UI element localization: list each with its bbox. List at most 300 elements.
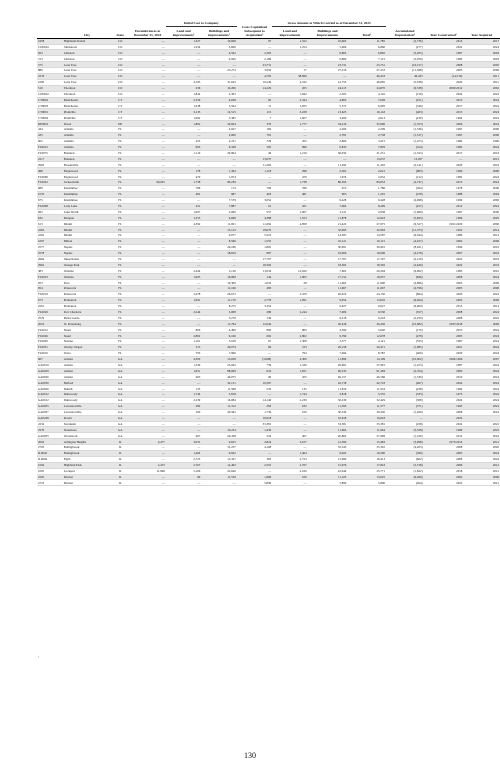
row-encumbrances-cell: —	[129, 127, 166, 133]
row-accumulated-depreciation-cell: (10,082)	[386, 321, 424, 327]
row-gross-land-cell: 100	[272, 474, 307, 480]
row-encumbrances-cell: —	[129, 74, 166, 80]
row-year-constructed-cell: 2024	[424, 421, 464, 427]
row-year-acquired-cell: 2006	[463, 68, 500, 74]
row-initial-buildings-cell: 4,562	[201, 50, 236, 56]
row-accumulated-depreciation-cell: (1,160)	[386, 433, 424, 439]
row-id-cell: FL0016	[37, 350, 63, 356]
row-id-cell: 613	[37, 221, 63, 227]
row-gross-land-cell: —	[272, 415, 307, 421]
row-gross-land-cell: 1,905	[272, 274, 307, 280]
row-initial-buildings-cell: —	[201, 62, 236, 68]
row-initial-land-cell: 236	[166, 85, 201, 91]
row-gross-buildings-cell: 7,904	[308, 203, 348, 209]
row-initial-buildings-cell: 29,074	[201, 345, 236, 351]
row-initial-land-cell: 3,478	[166, 291, 201, 297]
row-encumbrances-cell: —	[129, 203, 166, 209]
row-encumbrances-cell: —	[129, 109, 166, 115]
row-costs-capitalized-cell: 139	[237, 315, 272, 321]
row-id-cell: 675	[37, 197, 63, 203]
initial-land-column-header: Land and improvements¹	[166, 26, 201, 38]
gross-buildings-column-header: Buildings and Improvements	[308, 26, 348, 38]
row-total-cell: 11,990	[347, 280, 386, 286]
row-total-cell: 27,969	[347, 433, 386, 439]
row-costs-capitalized-cell: 84	[237, 345, 272, 351]
row-gross-buildings-cell: 34,219	[308, 121, 348, 127]
row-year-constructed-cell: 2008	[424, 445, 464, 451]
row-costs-capitalized-cell: 182	[237, 127, 272, 133]
row-state-cell: GA	[111, 392, 129, 398]
row-total-cell: 2,621	[347, 168, 386, 174]
row-state-cell: FL	[111, 238, 129, 244]
row-city-cell: Elgin	[63, 456, 111, 462]
row-initial-land-cell: —	[166, 262, 201, 268]
row-initial-land-cell: —	[166, 233, 201, 239]
row-encumbrances-cell: —	[129, 233, 166, 239]
row-year-acquired-cell: 2024	[463, 144, 500, 150]
row-year-constructed-cell: 2024	[424, 398, 464, 404]
row-gross-land-cell: 100	[272, 409, 307, 415]
row-accumulated-depreciation-cell: (324)	[386, 144, 424, 150]
row-accumulated-depreciation-cell: (409)	[386, 350, 424, 356]
row-gross-land-cell: —	[272, 250, 307, 256]
row-state-cell: FL	[111, 244, 129, 250]
row-costs-capitalized-cell: 10,249	[237, 79, 272, 85]
row-encumbrances-cell: —	[129, 250, 166, 256]
row-year-constructed-cell: 1973	[424, 392, 464, 398]
row-initial-land-cell: 2,339	[166, 97, 201, 103]
row-initial-land-cell: 1,738	[166, 180, 201, 186]
row-city-cell: Marion	[63, 474, 111, 480]
row-initial-land-cell: 5,166	[166, 468, 201, 474]
row-year-acquired-cell: 2006	[463, 321, 500, 327]
row-total-cell: 35,345	[347, 445, 386, 451]
row-year-acquired-cell: 2024	[463, 451, 500, 457]
row-total-cell: 4,938	[347, 209, 386, 215]
row-gross-buildings-cell: 41,753	[308, 79, 348, 85]
row-state-cell: CT	[111, 109, 129, 115]
row-total-cell: 91,284	[347, 368, 386, 374]
row-costs-capitalized-cell: 557	[237, 209, 272, 215]
row-year-acquired-cell: 2001	[463, 268, 500, 274]
row-gross-land-cell: 1,744	[272, 392, 307, 398]
row-initial-buildings-cell: 34,824	[201, 121, 236, 127]
row-initial-buildings-cell: 80,239	[201, 180, 236, 186]
row-state-cell: FL	[111, 274, 129, 280]
row-total-cell: 32,993	[347, 227, 386, 233]
row-costs-capitalized-cell: —	[237, 350, 272, 356]
row-initial-land-cell: —	[166, 197, 201, 203]
row-gross-buildings-cell: 29,158	[308, 345, 348, 351]
row-initial-buildings-cell: 15,327	[201, 456, 236, 462]
row-state-cell: FL	[111, 345, 129, 351]
row-gross-land-cell: 1,308	[272, 339, 307, 345]
row-costs-capitalized-cell: 505	[237, 144, 272, 150]
row-total-cell: 20,294	[347, 268, 386, 274]
initial-cost-group-header: Initial Cost to Company	[166, 22, 237, 26]
row-total-cell: 46,766	[347, 374, 386, 380]
row-encumbrances-cell: —	[129, 362, 166, 368]
row-id-cell: 632	[37, 215, 63, 221]
row-total-cell: 6,865	[347, 50, 386, 56]
row-costs-capitalized-cell: 11,692	[237, 221, 272, 227]
row-encumbrances-cell: —	[129, 215, 166, 221]
row-gross-buildings-cell: 9,218	[308, 315, 348, 321]
row-id-cell: 383	[37, 268, 63, 274]
row-initial-land-cell: 421	[166, 203, 201, 209]
row-gross-land-cell: 12,020	[272, 268, 307, 274]
row-costs-capitalized-cell: —	[237, 44, 272, 50]
row-gross-buildings-cell: 2,303	[308, 91, 348, 97]
row-id-cell: 498	[37, 168, 63, 174]
row-city-cell: Naples	[63, 250, 111, 256]
row-year-constructed-cell: 2010	[424, 374, 464, 380]
row-initial-land-cell: 1,651	[166, 368, 201, 374]
row-costs-capitalized-cell: 11,292	[237, 162, 272, 168]
row-city-cell: Woodstock	[63, 433, 111, 439]
row-year-acquired-cell: 2024	[463, 44, 500, 50]
row-costs-capitalized-cell: 781	[237, 132, 272, 138]
row-initial-land-cell: 1,602	[166, 115, 201, 121]
row-accumulated-depreciation-cell: (396)	[386, 451, 424, 457]
row-encumbrances-cell: —	[129, 174, 166, 180]
row-total-cell: 13,045	[347, 297, 386, 303]
row-state-cell: IL	[111, 480, 129, 486]
row-initial-land-cell: 1,464	[166, 451, 201, 457]
row-state-cell: FL	[111, 256, 129, 262]
row-id-cell: GA0012	[37, 392, 63, 398]
row-year-acquired-cell: 2022	[463, 421, 500, 427]
row-initial-buildings-cell: 10,608	[201, 38, 236, 44]
row-gross-land-cell: 4,858	[272, 221, 307, 227]
row-costs-capitalized-cell: —	[237, 468, 272, 474]
row-initial-buildings-cell: 3,918	[201, 339, 236, 345]
row-state-cell: FL	[111, 303, 129, 309]
row-accumulated-depreciation-cell: (364)	[386, 185, 424, 191]
row-gross-buildings-cell: 19,006	[308, 250, 348, 256]
row-gross-land-cell: —	[272, 156, 307, 162]
row-accumulated-depreciation-cell: (3,528)	[386, 427, 424, 433]
row-year-constructed-cell: 1997	[424, 127, 464, 133]
row-initial-buildings-cell: 10,206	[201, 85, 236, 91]
row-accumulated-depreciation-cell: (11,373)	[386, 227, 424, 233]
row-initial-buildings-cell: 9,077	[201, 233, 236, 239]
row-year-constructed-cell: 1987	[424, 362, 464, 368]
row-initial-buildings-cell: 2,027	[201, 127, 236, 133]
row-year-constructed-cell: 1990	[424, 168, 464, 174]
row-city-cell: Atlantis	[63, 132, 111, 138]
row-gross-buildings-cell: 26,436	[308, 321, 348, 327]
row-city-cell: Pooler	[63, 415, 111, 421]
row-id-cell: GA0025	[37, 403, 63, 409]
row-encumbrances-cell: —	[129, 427, 166, 433]
row-year-constructed-cell: 1987	[424, 339, 464, 345]
row-encumbrances-cell: —	[129, 291, 166, 297]
row-gross-land-cell: —	[272, 132, 307, 138]
row-gross-buildings-cell: 11,667	[308, 286, 348, 292]
row-accumulated-depreciation-cell: (10,157)	[386, 62, 424, 68]
row-city-cell: Stuart	[63, 327, 111, 333]
table-row	[37, 480, 500, 486]
row-initial-buildings-cell: 3,385	[201, 115, 236, 121]
row-year-acquired-cell: 2016	[463, 427, 500, 433]
row-id-cell: GA0019	[37, 362, 63, 368]
initial-buildings-column-header: Buildings and improvements¹	[201, 26, 236, 38]
row-initial-buildings-cell: 6,068	[201, 215, 236, 221]
page-number: 130	[244, 751, 256, 760]
row-gross-buildings-cell: 9,954	[308, 297, 348, 303]
row-id-cell: GA0030	[37, 380, 63, 386]
row-year-constructed-cell: 2017	[424, 150, 464, 156]
row-city-cell: Kissimmee	[63, 185, 111, 191]
row-gross-buildings-cell: 3,409	[308, 115, 348, 121]
row-accumulated-depreciation-cell: (4,457)	[386, 238, 424, 244]
row-year-acquired-cell: 2019	[463, 262, 500, 268]
row-initial-land-cell: —	[166, 62, 201, 68]
row-year-constructed-cell: 2007	[424, 250, 464, 256]
row-initial-buildings-cell: 26,438	[201, 433, 236, 439]
row-gross-buildings-cell: 6,869	[308, 56, 348, 62]
row-city-cell: Thornton	[63, 91, 111, 97]
row-accumulated-depreciation-cell: (308)	[386, 398, 424, 404]
row-year-acquired-cell: 2019	[463, 162, 500, 168]
row-costs-capitalized-cell: 14,229	[237, 85, 272, 91]
row-state-cell: GA	[111, 356, 129, 362]
row-accumulated-depreciation-cell: (9,538)	[386, 85, 424, 91]
row-id-cell: GA0029	[37, 368, 63, 374]
row-encumbrances-cell: —	[129, 132, 166, 138]
row-costs-capitalized-cell: (3,098)	[237, 356, 272, 362]
row-initial-buildings-cell: 5,564	[201, 103, 236, 109]
row-total-cell: 6,860	[347, 44, 386, 50]
gross-land-column-header: Land and improvements	[272, 26, 307, 38]
row-city-cell: Orange Park	[63, 262, 111, 268]
row-total-cell: 32,429	[347, 398, 386, 404]
row-year-constructed-cell: 2009	[424, 368, 464, 374]
row-id-cell: 434	[37, 127, 63, 133]
row-accumulated-depreciation-cell: (2,120)	[386, 256, 424, 262]
row-gross-buildings-cell: 3,577	[308, 339, 348, 345]
row-costs-capitalized-cell: 233	[237, 386, 272, 392]
row-id-cell: 886	[37, 68, 63, 74]
row-state-cell: IL	[111, 439, 129, 445]
row-costs-capitalized-cell: 729	[237, 138, 272, 144]
row-gross-buildings-cell: 4,803	[308, 97, 348, 103]
row-year-constructed-cell: 1994	[424, 115, 464, 121]
row-costs-capitalized-cell: —	[237, 291, 272, 297]
row-gross-buildings-cell: 6,865	[308, 50, 348, 56]
row-costs-capitalized-cell: 33,381	[237, 421, 272, 427]
row-id-cell: 695	[37, 209, 63, 215]
row-state-cell: FL	[111, 350, 129, 356]
row-gross-buildings-cell: 2,781	[308, 132, 348, 138]
row-initial-buildings-cell: —	[201, 262, 236, 268]
row-total-cell: 1,291	[347, 191, 386, 197]
row-gross-land-cell: 793	[272, 350, 307, 356]
row-state-cell: FL	[111, 144, 129, 150]
row-accumulated-depreciation-cell: (494)	[386, 480, 424, 486]
row-gross-land-cell: 1,330	[272, 362, 307, 368]
row-year-acquired-cell: 2021	[463, 462, 500, 468]
row-gross-land-cell: —	[272, 427, 307, 433]
row-encumbrances-cell: —	[129, 433, 166, 439]
row-costs-capitalized-cell: 13,037	[237, 156, 272, 162]
row-gross-buildings-cell: 26,681	[308, 362, 348, 368]
row-accumulated-depreciation-cell: 46,433	[386, 74, 424, 80]
row-encumbrances-cell: —	[129, 85, 166, 91]
row-encumbrances-cell: —	[129, 327, 166, 333]
row-id-cell: FL0012	[37, 327, 63, 333]
row-initial-land-cell: 2,244	[166, 309, 201, 315]
row-year-constructed-cell: 2008	[424, 309, 464, 315]
row-year-constructed-cell: 2002	[424, 474, 464, 480]
row-total-cell: 10,290	[347, 451, 386, 457]
row-initial-land-cell: —	[166, 162, 201, 168]
row-initial-land-cell: 793	[166, 350, 201, 356]
row-gross-land-cell: —	[272, 62, 307, 68]
row-accumulated-depreciation-cell: (3,998)	[386, 439, 424, 445]
row-initial-buildings-cell: 16,908	[201, 274, 236, 280]
row-accumulated-depreciation-cell: (1,553)	[386, 121, 424, 127]
row-gross-land-cell: —	[272, 321, 307, 327]
row-city-cell: Savannah	[63, 421, 111, 427]
row-costs-capitalized-cell: 463	[237, 191, 272, 197]
row-total-cell: 27,991	[347, 362, 386, 368]
row-encumbrances-cell: —	[129, 79, 166, 85]
row-state-cell: FL	[111, 132, 129, 138]
row-year-constructed-cell: 2022	[424, 256, 464, 262]
city-column-header: City	[63, 26, 111, 38]
row-encumbrances-cell: —	[129, 274, 166, 280]
row-costs-capitalized-cell: 17,707	[237, 256, 272, 262]
row-accumulated-depreciation-cell: 13,037	[386, 156, 424, 162]
row-state-cell: FL	[111, 174, 129, 180]
row-costs-capitalized-cell: 97	[237, 38, 272, 44]
row-year-acquired-cell: 2024	[463, 392, 500, 398]
row-year-constructed-cell: 2008	[424, 409, 464, 415]
row-id-cell: 667	[37, 356, 63, 362]
row-initial-buildings-cell: 6,328	[201, 144, 236, 150]
row-initial-buildings-cell: 13,658	[201, 356, 236, 362]
row-city-cell: Brooksville	[63, 162, 111, 168]
row-gross-buildings-cell: 12,390	[308, 439, 348, 445]
row-encumbrances-cell: —	[129, 121, 166, 127]
row-encumbrances-cell: —	[129, 421, 166, 427]
row-city-cell: Brandon	[63, 150, 111, 156]
row-total-cell: 17,707	[347, 256, 386, 262]
row-gross-buildings-cell: 14,587	[308, 233, 348, 239]
row-state-cell: CO	[111, 50, 129, 56]
row-costs-capitalized-cell: 1,739	[237, 409, 272, 415]
row-id-cell: 2234	[37, 421, 63, 427]
row-gross-buildings-cell: 5,890	[308, 480, 348, 486]
row-initial-land-cell: 2,444	[166, 268, 201, 274]
row-total-cell: 8,409	[347, 203, 386, 209]
row-initial-buildings-cell: 8,275	[201, 303, 236, 309]
row-gross-buildings-cell: 11,962	[308, 280, 348, 286]
row-city-cell: Milton	[63, 238, 111, 244]
row-year-constructed-cell: 2012	[424, 203, 464, 209]
row-gross-buildings-cell: 21,422	[308, 221, 348, 227]
row-state-cell: IL	[111, 451, 129, 457]
row-initial-land-cell: —	[166, 415, 201, 421]
row-gross-buildings-cell: 3,818	[308, 392, 348, 398]
row-gross-buildings-cell: 22,640	[308, 468, 348, 474]
year-constructed-column-header: Year Constructed⁵	[424, 26, 464, 38]
row-city-cell: Lone Tree	[63, 79, 111, 85]
row-city-cell: Kissimmee	[63, 191, 111, 197]
row-costs-capitalized-cell: 7	[237, 115, 272, 121]
row-total-cell: 27,233	[347, 68, 386, 74]
id-column-header	[37, 26, 63, 38]
row-gross-buildings-cell: 90,233	[308, 368, 348, 374]
row-initial-buildings-cell: 11,176	[201, 297, 236, 303]
row-id-cell: 2458	[37, 38, 63, 44]
row-state-cell: CT	[111, 103, 129, 109]
row-total-cell: 11,667	[347, 286, 386, 292]
row-city-cell: Highlands Ranch	[63, 38, 111, 44]
row-id-cell: 1064	[37, 462, 63, 468]
row-state-cell: FL	[111, 215, 129, 221]
row-initial-land-cell: 1,161	[166, 339, 201, 345]
row-state-cell: GA	[111, 374, 129, 380]
row-year-acquired-cell: 2016	[463, 315, 500, 321]
row-year-constructed-cell: 1997	[424, 132, 464, 138]
row-costs-capitalized-cell: 4,108	[237, 445, 272, 451]
row-total-cell: 17,843	[347, 462, 386, 468]
row-accumulated-depreciation-cell: (1,822)	[386, 468, 424, 474]
row-year-constructed-cell: 2000/2012	[424, 85, 464, 91]
row-year-acquired-cell: 2024	[463, 386, 500, 392]
row-accumulated-depreciation-cell: (4,203)	[386, 445, 424, 451]
row-gross-buildings-cell: 30,991	[308, 244, 348, 250]
row-accumulated-depreciation-cell: (170)	[386, 327, 424, 333]
row-year-acquired-cell: 2024	[463, 403, 500, 409]
encumbrances-column-header: Encumbrances at December 31, 2024	[129, 26, 166, 38]
row-total-cell: 25,771	[347, 468, 386, 474]
row-gross-buildings-cell: 1,974	[308, 174, 348, 180]
row-year-constructed-cell: 1987	[424, 50, 464, 56]
row-state-cell: FL	[111, 286, 129, 292]
row-year-constructed-cell: 2008	[424, 62, 464, 68]
row-encumbrances-cell: —	[129, 168, 166, 174]
row-initial-land-cell: —	[166, 56, 201, 62]
row-costs-capitalized-cell: 2,824	[237, 439, 272, 445]
row-year-acquired-cell: 2016	[463, 244, 500, 250]
row-initial-land-cell: 3,133	[166, 109, 201, 115]
row-year-constructed-cell: 1982	[424, 174, 464, 180]
row-city-cell: Atlantis	[63, 138, 111, 144]
row-city-cell: Englewood	[63, 168, 111, 174]
row-costs-capitalized-cell: 90	[237, 374, 272, 380]
row-gross-buildings-cell: 24,215	[308, 85, 348, 91]
row-city-cell: Duluth	[63, 386, 111, 392]
row-gross-land-cell: —	[272, 127, 307, 133]
row-costs-capitalized-cell: 115	[237, 109, 272, 115]
row-gross-land-cell: 3,228	[272, 109, 307, 115]
row-initial-buildings-cell: 20,592	[201, 409, 236, 415]
row-gross-buildings-cell: 11,878	[308, 215, 348, 221]
row-costs-capitalized-cell: 4,388	[237, 215, 272, 221]
row-gross-land-cell: —	[272, 303, 307, 309]
row-encumbrances-cell: —	[129, 315, 166, 321]
row-accumulated-depreciation-cell: (6,044)	[386, 233, 424, 239]
row-total-cell: 13,625	[347, 474, 386, 480]
row-total-cell: 10,121	[347, 238, 386, 244]
row-state-cell: FL	[111, 339, 129, 345]
row-encumbrances-cell: —	[129, 44, 166, 50]
row-costs-capitalized-cell: —	[237, 392, 272, 398]
